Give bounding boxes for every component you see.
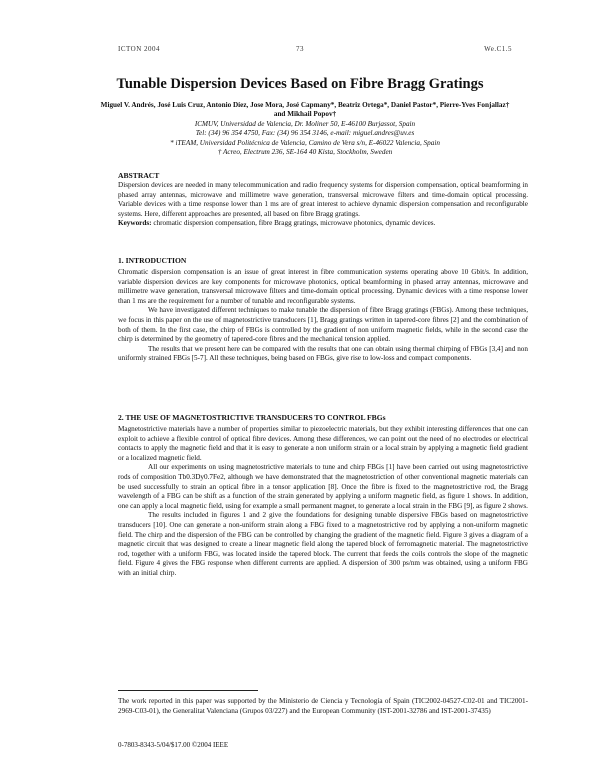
header-page-number: 73: [296, 45, 304, 53]
header-paper-id: We.C1.5: [484, 45, 512, 53]
header-conference: ICTON 2004: [118, 45, 161, 53]
abstract-text: Dispersion devices are needed in many telecommunication and radio frequency systems for dispersion compensation, optical beamforming in phased array antennas, microwave and millimetre wave generation, transversal microwave filters and time-domain optical processing. Variable devices with a time response lower than 1 ms are of great interest to achieve dynamic dispersion compensation and reconfigurable systems. Here, different approaches are presented, all based on fibre Bragg gratings.: [118, 181, 528, 218]
section-1-heading: 1. INTRODUCTION: [118, 256, 187, 265]
keywords-label: Keywords:: [118, 219, 152, 228]
author-contact: Tel: (34) 96 354 4750, Fax: (34) 96 354 3146, e-mail: miguel.andres@uv.es: [195, 129, 415, 138]
section-2-paragraph-3: The results included in figures 1 and 2 give the foundations for designing tunable dispersive FBGs based on magnetostrictive transducers [10]. One can generate a non-uniform strain along a FBG fixed to a magnetostrictive rod by applying a non-uniform magnetic field. The chirp and the dispersion of the FBG can be controlled by changing the gradient of the magnetic field. Figure 3 gives a diagram of a magnetic circuit that was designed to create a linear magnetic field along the tapered block of ferromagnetic material. The magnetostrictive rod, together with a uniform FBG, was located inside the tapered block. The current that feeds the coils controls the slope of the magnetic field. Figure 4 gives the FBG response when different currents are applied. A dispersion of 300 ps/nm was obtained, using a uniform FBG with an initial chirp.: [118, 511, 528, 577]
author-names: Miguel V. Andrés, José Luis Cruz, Antonio Díez, Jose Mora, José Capmany*, Beatriz Ortega*, Daniel Pastor*, Pierre-Yves Fonjallaz† and Mikhail Popov†: [100, 101, 510, 119]
section-2-paragraph-2: All our experiments on using magnetostrictive materials to tune and chirp FBGs [1] have been carried out using magnetostrictive rods of composition Tb0.3Dy0.7Fe2, although we have demonstrated that the magnetostriction of other conventional magnetic materials can be used successfully to strain an optical fibre in a tensor application [8]. Once the fibre is fixed to the magnetostrictive rod, the Bragg wavelength of a FBG can be shift as a function of the strain generated by applying a uniform magnetic field, as figure 1 shows. In addition, one can apply a local magnetic field, using for example a small permanent magnet, to generate a local strain in the FBG [9], as figure 2 shows.: [118, 463, 528, 510]
keywords-line: [118, 219, 528, 229]
affiliation-3: † Acreo, Electrum 236, SE-164 40 Kista, Stockholm, Sweden: [217, 148, 393, 157]
affiliation-1: ICMUV, Universidad de Valencia, Dr. Moliner 50, E-46100 Burjassot, Spain: [194, 119, 416, 128]
section-2-paragraph-1: Magnetostrictive materials have a number of properties similar to piezoelectric materials, but they exhibit interesting differences that one can exploit to achieve a flexible control of optical fibre devices. Among these differences, we can point out the need of no electrodes or electrical contacts to apply the magnetic field and that it is easy to generate a non uniform strain or a local strain by applying a magnetic field gradient or a localized magnetic field.: [118, 425, 528, 462]
section-2-body: [118, 425, 528, 579]
affiliation-2: * iTEAM, Universidad Politécnica de Valencia, Camino de Vera s/n, E-46022 Valencia, Spain: [170, 138, 440, 147]
keywords-text: chromatic dispersion compensation, fibre Bragg gratings, microwave photonics, dynamic devices.: [153, 219, 436, 228]
section-1-body: [118, 268, 528, 364]
section-1-paragraph-2: We have investigated different techniques to make tunable the dispersion of fibre Bragg gratings (FBGs). Among these techniques, we focus in this paper on the use of magnetostrictive transducers [1], Bragg gratings written in tapered-core fibres [2] and the combination of both of them. In the first case, the chirp of FBGs is controlled by the gradient of non uniform magnetic fields, while in the second case the chirp is determined by the geometry of tapered-core fibres and the mechanical tension applied.: [118, 306, 528, 344]
section-1-paragraph-3: The results that we present here can be compared with the results that one can obtain using thermal chirping of FBGs [3,4] and non uniformly strained FBGs [5-7]. All these techniques, being based on FBGs, give rise to low-loss and compact components.: [118, 344, 528, 363]
paper-title: Tunable Dispersion Devices Based on Fibre Bragg Gratings: [116, 76, 484, 92]
funding-footnote: The work reported in this paper was supported by the Ministerio de Ciencia y Tecnología of Spain (TIC2002-04527-C02-01 and TIC2001-2969-C03-01), the Generalitat Valenciana (Grupos 03/227) and the European Community (IST-2001-32786 and IST-2001-37435): [118, 697, 528, 715]
abstract-heading: ABSTRACT: [118, 171, 160, 180]
isbn-line: 0-7803-8343-5/04/$17.00 ©2004 IEEE: [118, 741, 229, 749]
author-block: [100, 101, 510, 157]
section-2-heading: 2. THE USE OF MAGNETOSTRICTIVE TRANSDUCERS TO CONTROL FBGs: [118, 413, 386, 422]
abstract: [118, 181, 528, 229]
footnote-rule: [118, 690, 258, 691]
section-1-paragraph-1: Chromatic dispersion compensation is an issue of great interest in fibre communication systems operating above 10 Gbit/s. In addition, variable dispersion devices are key components for microwave photonics, optical beamforming in phased array antennas, microwave and millimetre wave generation, transversal microwave filters and time-domain optical processing. Dynamic devices with a time response lower than 1 ms are the requirement for a number of tunable and reconfigurable systems.: [118, 268, 528, 305]
